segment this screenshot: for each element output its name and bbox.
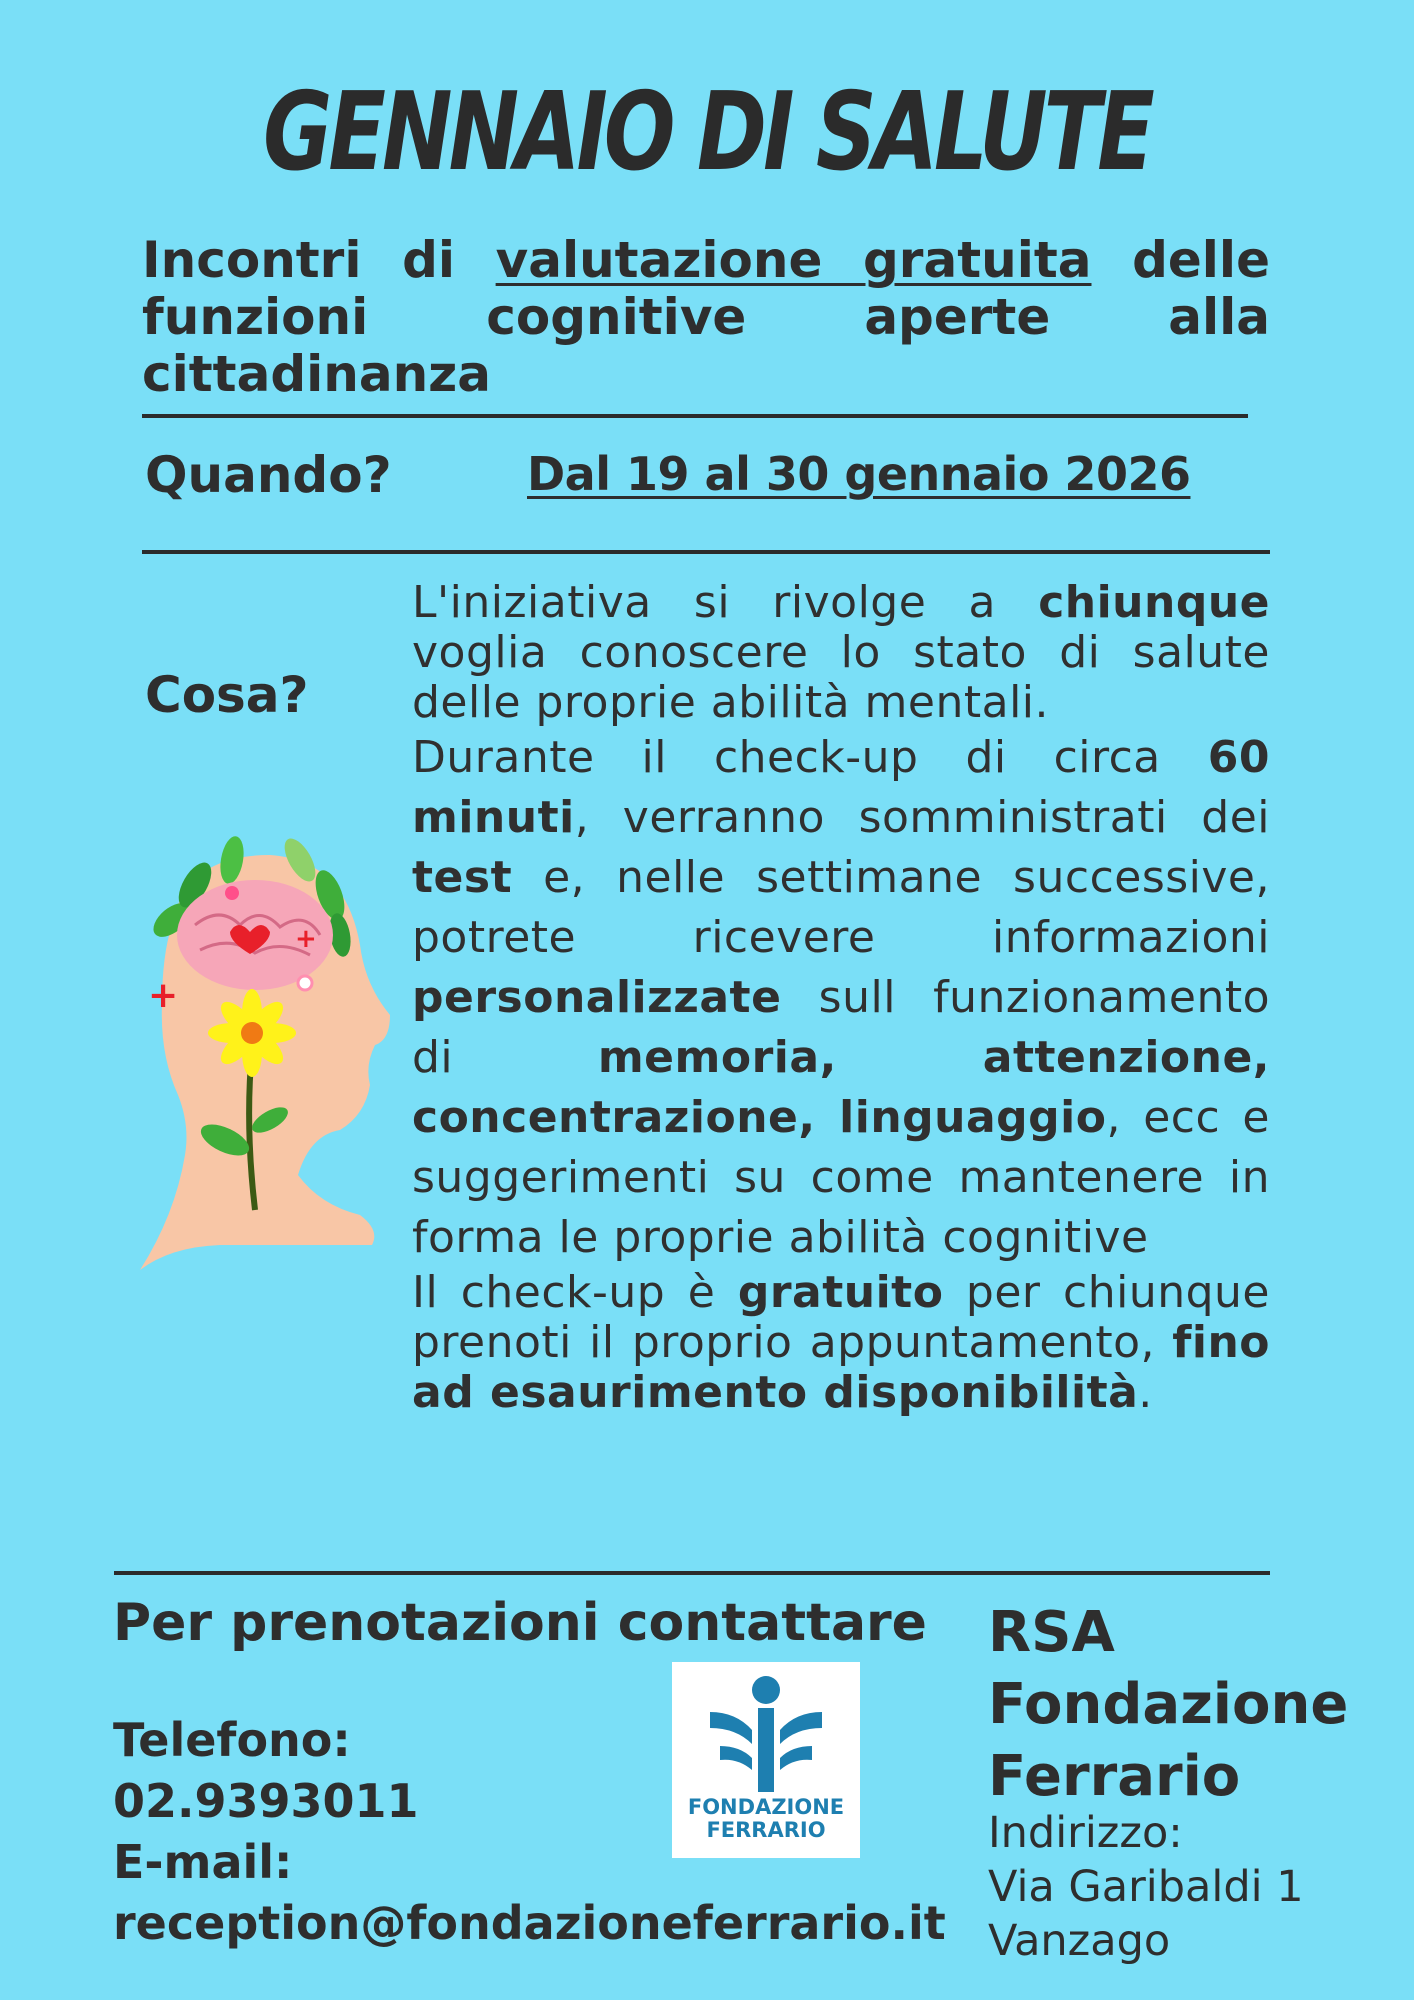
divider-top xyxy=(142,414,1248,418)
page-title: GENNAIO DI SALUTE xyxy=(263,70,1151,195)
intro-text xyxy=(142,232,1270,403)
text-span: Il check-up è xyxy=(412,1267,738,1318)
phone-number[interactable]: 02.9393011 xyxy=(113,1774,419,1828)
org-line-1: RSA xyxy=(988,1600,1115,1665)
what-description xyxy=(412,578,1270,1418)
plus-icon: + xyxy=(148,975,179,1016)
text-span: Durante il check-up di circa xyxy=(412,732,1208,783)
address-street: Via Garibaldi 1 xyxy=(988,1862,1304,1912)
text-span: , ecc e suggerimenti su come mantenere in forma le proprie abilità cognitive xyxy=(412,1092,1271,1263)
text-span: per chiunque prenoti il proprio appuntamento, xyxy=(412,1267,1270,1368)
phone-label: Telefono: xyxy=(113,1713,351,1767)
intro-before: Incontri di xyxy=(142,231,496,289)
what-paragraph-2 xyxy=(412,728,1270,1268)
head-brain-flower-illustration xyxy=(140,835,390,1275)
text-span: e, nelle settimane successive, potrete ricevere informazioni xyxy=(412,852,1270,963)
bold-span: test xyxy=(412,852,513,903)
email-address[interactable]: reception@fondazioneferrario.it xyxy=(113,1896,946,1950)
bold-span: fino ad esaurimento disponibilità xyxy=(412,1317,1270,1418)
text-span: . xyxy=(1138,1367,1153,1418)
logo-text xyxy=(672,1796,860,1842)
booking-heading: Per prenotazioni contattare xyxy=(113,1593,927,1653)
divider-middle xyxy=(142,550,1270,554)
bold-span: 60 minuti xyxy=(412,732,1270,843)
what-paragraph-1 xyxy=(412,578,1270,728)
org-line-3: Ferrario xyxy=(988,1744,1241,1809)
divider-bottom xyxy=(114,1571,1270,1575)
bold-span: gratuito xyxy=(737,1267,944,1318)
text-span: L'iniziativa si rivolge a xyxy=(412,577,1039,628)
bold-span: memoria, attenzione, concentrazione, linguaggio xyxy=(412,1032,1271,1143)
email-label: E-mail: xyxy=(113,1835,293,1889)
when-label: Quando? xyxy=(145,446,392,504)
text-span: voglia conoscere lo stato di salute delle proprie abilità mentali. xyxy=(412,627,1270,728)
organization-name xyxy=(988,1597,1348,1813)
logo-figure-icon xyxy=(706,1672,826,1794)
bold-span: chiunque xyxy=(1038,577,1270,628)
intro-after: delle funzioni cognitive aperte alla cittadinanza xyxy=(142,231,1270,403)
text-span: sull funzionamento di xyxy=(412,972,1270,1083)
logo-line-2: FERRARIO xyxy=(706,1818,826,1842)
when-date: Dal 19 al 30 gennaio 2026 xyxy=(527,447,1191,501)
what-label: Cosa? xyxy=(145,666,309,724)
fondazione-ferrario-logo xyxy=(672,1662,860,1858)
bold-span: personalizzate xyxy=(412,972,782,1023)
text-span: , verranno somministrati dei xyxy=(574,792,1270,843)
what-paragraph-3 xyxy=(412,1268,1270,1418)
plus-icon: + xyxy=(295,924,317,954)
intro-underlined: valutazione gratuita xyxy=(495,231,1092,289)
logo-line-1: FONDAZIONE xyxy=(687,1795,845,1819)
address-city: Vanzago xyxy=(988,1916,1171,1966)
address-label: Indirizzo: xyxy=(988,1808,1183,1858)
org-line-2: Fondazione xyxy=(988,1672,1349,1737)
address xyxy=(988,1806,1304,1968)
